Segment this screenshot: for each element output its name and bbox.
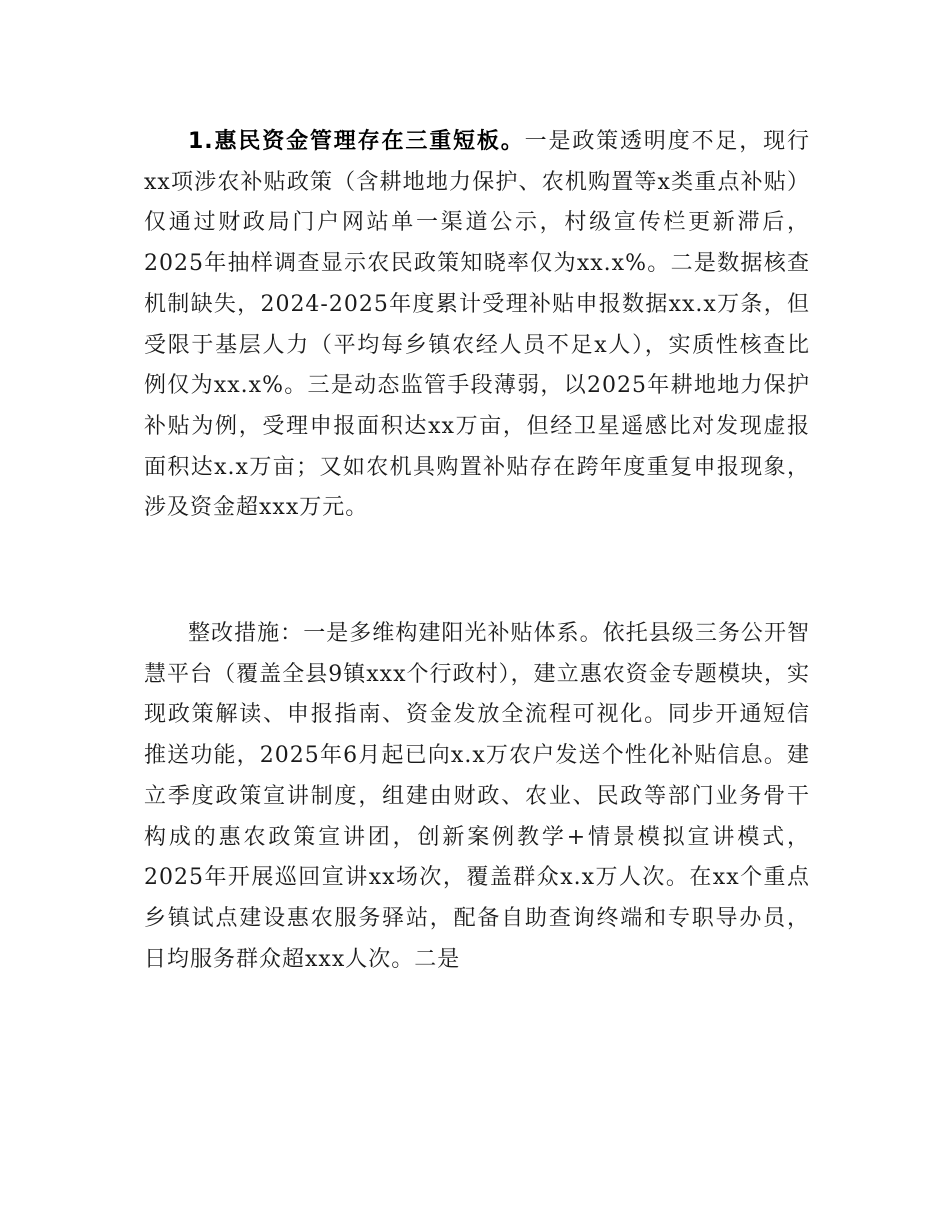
paragraph-problem-analysis xyxy=(144,122,810,529)
paragraph-rectification-measures xyxy=(144,614,810,980)
section-heading: 1.惠民资金管理存在三重短板。 xyxy=(188,129,525,154)
paragraph-body: 一是政策透明度不足，现行xx项涉农补贴政策（含耕地地力保护、农机购置等x类重点补贴）仅通过财政局门户网站单一渠道公示，村级宣传栏更新滞后，2025年抽样调查显示农民政策知晓率仅为xx.x%。二是数据核查机制缺失，2024-2025年度累计受理补贴申报数据xx.x万条，但受限于基层人力（平均每乡镇农经人员不足x人），实质性核查比例仅为xx.x%。三是动态监管手段薄弱，以2025年耕地地力保护补贴为例，受理申报面积达xx万亩，但经卫星遥感比对发现虚报面积达x.x万亩；又如农机具购置补贴存在跨年度重复申报现象，涉及资金超xxx万元。 xyxy=(144,129,810,521)
paragraph-body: 整改措施：一是多维构建阳光补贴体系。依托县级三务公开智慧平台（覆盖全县9镇xxx个行政村），建立惠农资金专题模块，实现政策解读、申报指南、资金发放全流程可视化。同步开通短信推送功能，2025年6月起已向x.x万农户发送个性化补贴信息。建立季度政策宣讲制度，组建由财政、农业、民政等部门业务骨干构成的惠农政策宣讲团，创新案例教学+情景模拟宣讲模式，2025年开展巡回宣讲xx场次，覆盖群众x.x万人次。在xx个重点乡镇试点建设惠农服务驿站，配备自助查询终端和专职导办员，日均服务群众超xxx人次。二是 xyxy=(144,621,810,972)
